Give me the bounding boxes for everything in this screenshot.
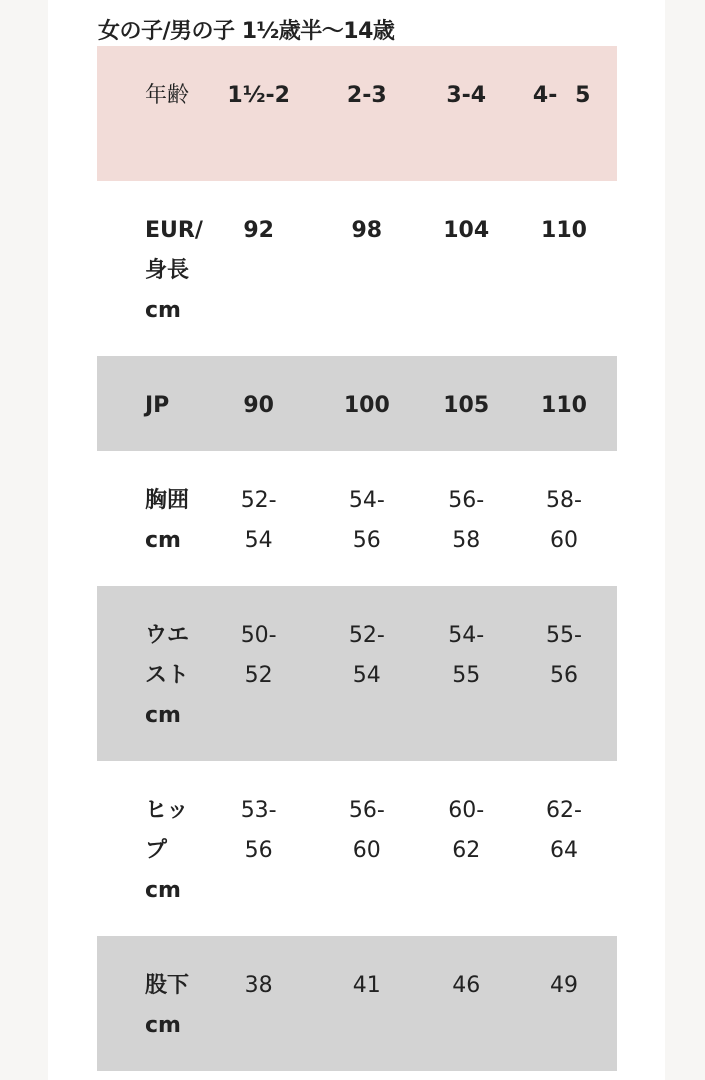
row-label-jp: JP (97, 356, 205, 451)
table-cell: 110 (511, 356, 617, 451)
size-table (97, 46, 617, 1071)
row-label-waist (97, 586, 205, 761)
table-row-hip (97, 761, 617, 936)
table-cell: 38 (205, 936, 312, 1071)
table-cell (312, 586, 421, 761)
page-title: 女の子/男の子 1½歳半〜14歳 (98, 19, 395, 44)
cell-line: 56 (550, 663, 578, 688)
row-label-hip (97, 761, 205, 936)
row-label-line: EUR/ (145, 218, 203, 243)
cell-line: 56- (448, 488, 485, 513)
table-cell (312, 761, 421, 936)
header-age-col-line: 4- (532, 83, 558, 108)
cell-line: 62- (546, 798, 582, 823)
cell-line: 64 (550, 838, 578, 863)
cell-line: 54 (352, 663, 381, 688)
row-label-unit: cm (145, 878, 181, 903)
cell-line: 60 (352, 838, 381, 863)
row-label-line: 胸囲 (145, 488, 190, 513)
header-age-col: 1½-2 (205, 46, 312, 181)
cell-line: 60 (550, 528, 578, 553)
header-age-col: 3-4 (421, 46, 511, 181)
cell-line: 54 (244, 528, 273, 553)
row-label-line: スト (145, 663, 190, 688)
row-label-line: ヒッ (145, 798, 189, 823)
table-cell: 105 (421, 356, 511, 451)
table-cell (511, 761, 617, 936)
table-cell (205, 761, 312, 936)
table-cell (421, 761, 511, 936)
table-row-chest (97, 451, 617, 586)
row-label-eur (97, 181, 205, 356)
table-cell (205, 586, 312, 761)
row-label-line: 身長 (145, 258, 190, 283)
table-cell: 41 (312, 936, 421, 1071)
cell-line: 54- (348, 488, 385, 513)
row-label-unit: cm (145, 703, 181, 728)
cell-line: 52- (240, 488, 277, 513)
header-age-col: 2-3 (312, 46, 421, 181)
cell-line: 56 (352, 528, 381, 553)
cell-line: 58 (452, 528, 481, 553)
row-label-line: ウエ (145, 623, 190, 648)
cell-line: 60- (448, 798, 485, 823)
cell-line: 56 (244, 838, 273, 863)
table-cell (205, 451, 312, 586)
cell-line: 62 (452, 838, 481, 863)
table-cell: 49 (511, 936, 617, 1071)
table-cell: 104 (443, 218, 490, 243)
table-cell (312, 451, 421, 586)
header-age-col (511, 46, 617, 181)
row-label-unit: cm (145, 298, 181, 323)
cell-line: 52 (244, 663, 273, 688)
row-label-line: プ (145, 838, 168, 863)
header-age-label: 年齢 (97, 46, 205, 181)
table-row-jp (97, 356, 617, 451)
cell-line: 52- (348, 623, 385, 648)
row-label-line: 股下 (145, 973, 190, 998)
row-label-unit: cm (145, 528, 181, 553)
header-age-col-line: 5 (575, 83, 591, 108)
cell-line: 55 (452, 663, 481, 688)
cell-line: 54- (448, 623, 485, 648)
cell-line: 58- (546, 488, 582, 513)
table-cell (421, 586, 511, 761)
table-row-inseam (97, 936, 617, 1071)
table-cell (511, 451, 617, 586)
table-cell: 92 (243, 218, 274, 243)
table-header-row (97, 46, 617, 181)
cell-line: 55- (546, 623, 582, 648)
table-cell: 98 (351, 218, 383, 243)
cell-line: 56- (348, 798, 385, 823)
table-cell (511, 586, 617, 761)
table-row-eur (97, 181, 617, 356)
table-cell: 110 (541, 218, 587, 243)
row-label-unit: cm (145, 1013, 181, 1038)
cell-line: 50- (240, 623, 277, 648)
table-cell: 90 (205, 356, 312, 451)
page (48, 0, 665, 1080)
table-row-waist (97, 586, 617, 761)
table-cell (421, 451, 511, 586)
row-label-inseam (97, 936, 205, 1071)
table-cell: 100 (312, 356, 421, 451)
table-cell: 46 (421, 936, 511, 1071)
cell-line: 53- (240, 798, 277, 823)
row-label-chest (97, 451, 205, 586)
